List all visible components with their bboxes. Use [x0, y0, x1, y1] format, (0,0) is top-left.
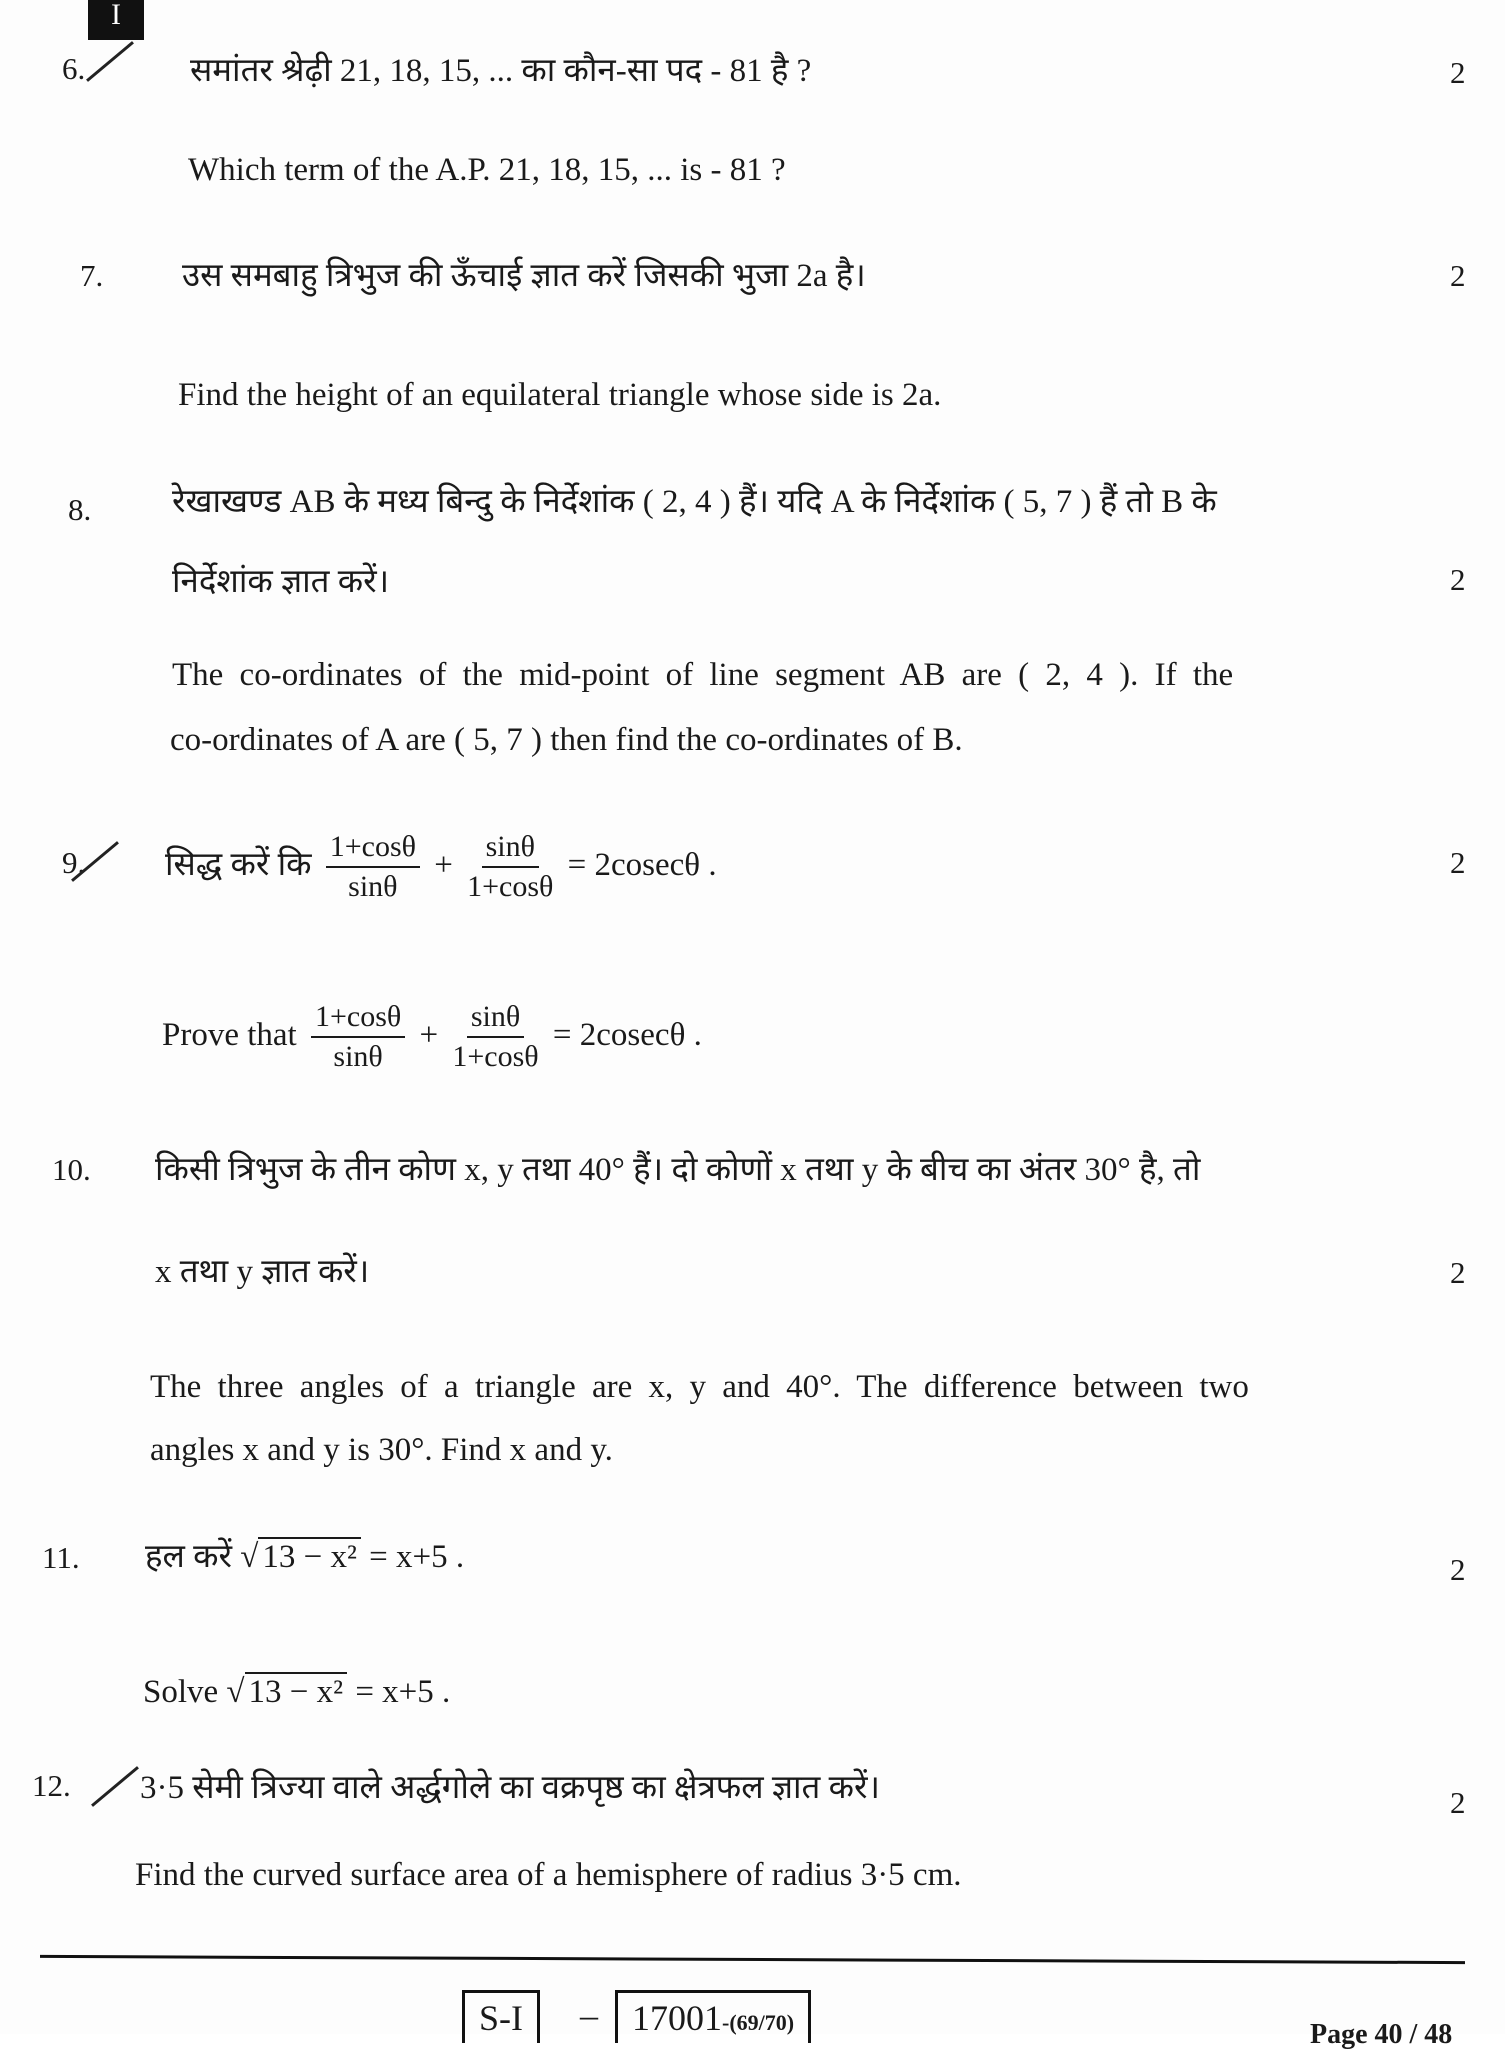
identity-english	[162, 995, 702, 1076]
radicand: 13 − x²	[258, 1537, 361, 1575]
equation-english	[143, 1672, 450, 1712]
series-box: S-I	[462, 1990, 540, 2043]
question-hindi: उस समबाहु त्रिभुज की ऊँचाई ज्ञात करें जिसकी भुजा 2a है।	[182, 258, 866, 294]
question-english: Solve	[143, 1674, 219, 1710]
marks: 2	[1450, 1552, 1466, 1587]
marks: 2	[1450, 562, 1466, 597]
question-number: 8.	[68, 492, 92, 527]
question-english-cont: co-ordinates of A are ( 5, 7 ) then find the co-ordinates of B.	[170, 722, 963, 758]
rhs: = x+5 .	[355, 1674, 451, 1710]
fraction	[311, 998, 405, 1076]
denominator: 1+cosθ	[452, 1040, 539, 1074]
marks: 2	[1450, 258, 1466, 293]
question-hindi: किसी त्रिभुज के तीन कोण x, y तथा 40° हैं। दो कोणों x तथा y के बीच का अंतर 30° है, तो	[155, 1152, 1201, 1188]
radicand: 13 − x²	[245, 1672, 348, 1710]
denominator: sinθ	[348, 870, 398, 904]
plus: +	[419, 1017, 439, 1053]
rhs: = 2cosecθ .	[567, 847, 717, 883]
code-box	[615, 1990, 811, 2043]
question-number: 9.	[62, 845, 86, 880]
numerator: sinθ	[467, 998, 524, 1038]
rhs: = 2cosecθ .	[552, 1017, 702, 1053]
numerator: 1+cosθ	[311, 998, 405, 1038]
question-hindi: समांतर श्रेढ़ी 21, 18, 15, ... का कौन-सा पद - 81 है ?	[190, 53, 812, 89]
question-english: Find the height of an equilateral triangle whose side is 2a.	[178, 377, 942, 413]
fraction	[452, 998, 538, 1076]
marks: 2	[1450, 1255, 1466, 1290]
question-hindi: सिद्ध करें कि	[165, 847, 312, 883]
question-number: 11.	[42, 1540, 80, 1575]
footer-dash: –	[580, 1995, 598, 2035]
sqrt-icon: √	[226, 1674, 245, 1710]
equation-hindi	[145, 1537, 464, 1577]
question-hindi-cont: x तथा y ज्ञात करें।	[155, 1254, 370, 1290]
identity-hindi	[165, 825, 717, 906]
numerator: 1+cosθ	[326, 828, 420, 868]
denominator: 1+cosθ	[467, 870, 554, 904]
plus: +	[434, 847, 453, 883]
marks: 2	[1450, 1785, 1466, 1820]
question-hindi: हल करें	[145, 1539, 232, 1575]
denominator: sinθ	[333, 1040, 383, 1074]
question-number: 7.	[80, 258, 104, 293]
marks: 2	[1450, 55, 1466, 90]
question-number: 12.	[32, 1768, 71, 1803]
question-english-cont: angles x and y is 30°. Find x and y.	[150, 1432, 613, 1468]
question-english: Prove that	[162, 1017, 297, 1053]
question-number: 10.	[52, 1152, 91, 1187]
question-hindi-cont: निर्देशांक ज्ञात करें।	[172, 564, 390, 600]
rhs: = x+5 .	[369, 1539, 465, 1575]
footer-rule	[40, 1955, 1465, 1964]
paper-code-sub: -(69/70)	[722, 2010, 795, 2035]
question-english: Find the curved surface area of a hemisphere of radius 3·5 cm.	[135, 1857, 962, 1893]
fraction	[467, 828, 553, 906]
page-number: Page 40 / 48	[1310, 2019, 1453, 2050]
numerator: sinθ	[482, 828, 539, 868]
marks: 2	[1450, 845, 1466, 880]
section-badge: I	[88, 0, 144, 40]
question-english: The three angles of a triangle are x, y and 40°. The difference between two	[150, 1369, 1249, 1405]
question-english: Which term of the A.P. 21, 18, 15, ... is - 81 ?	[188, 152, 786, 188]
paper-code: 17001	[632, 1998, 722, 2038]
question-english: The co-ordinates of the mid-point of line segment AB are ( 2, 4 ). If the	[172, 657, 1234, 693]
question-number: 6.	[62, 51, 86, 86]
question-hindi: 3·5 सेमी त्रिज्या वाले अर्द्धगोले का वक्रपृष्ठ का क्षेत्रफल ज्ञात करें।	[140, 1770, 880, 1806]
fraction	[326, 828, 420, 906]
question-hindi: रेखाखण्ड AB के मध्य बिन्दु के निर्देशांक ( 2, 4 ) हैं। यदि A के निर्देशांक ( 5, 7 ) हैं तो B के	[172, 484, 1217, 520]
sqrt-icon: √	[240, 1539, 259, 1575]
